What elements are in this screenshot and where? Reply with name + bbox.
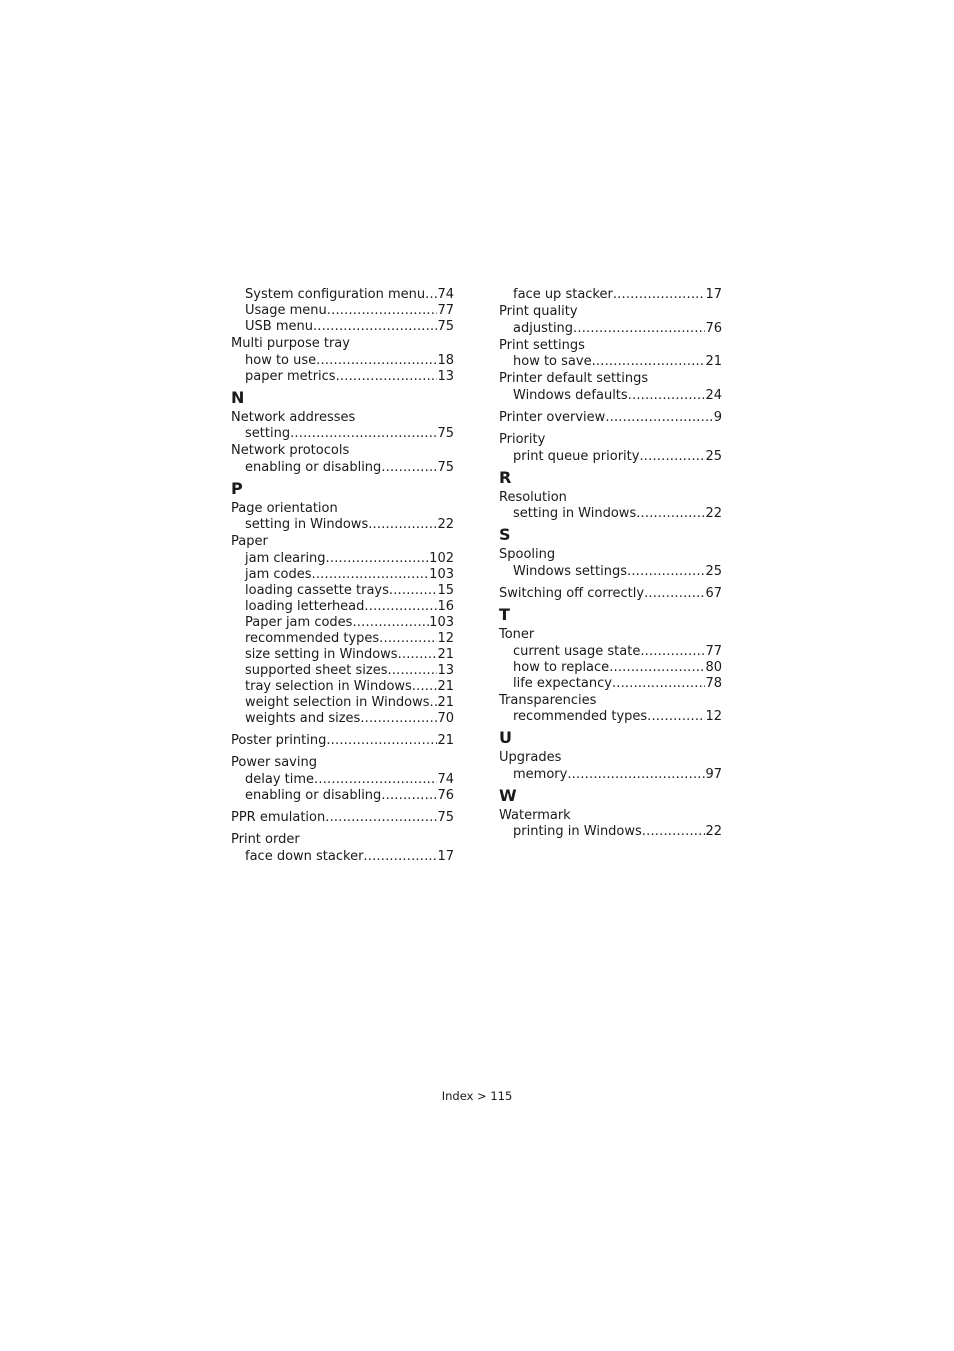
dot-leader [379, 631, 437, 647]
entry-label: print queue priority [513, 448, 640, 464]
dot-leader [316, 353, 437, 369]
index-subentry-jam-codes [231, 567, 454, 583]
index-subentry-jam-clearing [231, 551, 454, 567]
index-subentry-recommended-types [499, 709, 722, 725]
index-subentry-delay-time [231, 772, 454, 788]
entry-label: Paper jam codes [245, 614, 353, 630]
index-subentry-usage-menu [231, 303, 454, 319]
page-number-link[interactable]: 77 [705, 643, 722, 659]
dot-leader [647, 709, 705, 725]
dot-leader [326, 551, 430, 567]
entry-label: jam codes [245, 566, 312, 582]
entry-label: Resolution [499, 489, 567, 505]
page-number-link[interactable]: 17 [437, 848, 454, 864]
page-number-link[interactable]: 13 [437, 368, 454, 384]
page-number-link[interactable]: 102 [429, 550, 454, 566]
page-number-link[interactable]: 25 [705, 563, 722, 579]
page-number-link[interactable]: 16 [437, 598, 454, 614]
entry-label: setting in Windows [245, 517, 369, 532]
index-entry-upgrades [499, 749, 722, 767]
page-footer: Index > 115 [441, 1089, 513, 1103]
index-subentry-windows-defaults [499, 388, 722, 404]
entry-label: PPR emulation [231, 809, 326, 825]
page-number-link[interactable]: 12 [705, 709, 722, 724]
dot-leader [430, 695, 438, 711]
page-number-link[interactable]: 74 [437, 771, 454, 787]
index-subentry-life-expectancy [499, 676, 722, 692]
dot-leader [313, 319, 437, 335]
entry-label: Poster printing [231, 732, 327, 748]
dot-leader [639, 449, 705, 465]
entry-label: Watermark [499, 807, 571, 823]
page-number-link[interactable]: 76 [705, 320, 722, 336]
entry-label: Priority [499, 432, 546, 447]
index-column-left [231, 287, 454, 865]
entry-label: System configuration menu [245, 287, 426, 302]
dot-leader [612, 676, 706, 692]
index-subentry-system-configuration-menu [231, 287, 454, 303]
index-entry-print-quality [499, 303, 722, 321]
dot-leader [642, 824, 706, 840]
page-number-link[interactable]: 12 [437, 630, 454, 646]
dot-leader [381, 788, 437, 804]
page-number-link[interactable]: 22 [437, 517, 454, 532]
entry-label: delay time [245, 771, 315, 787]
page-number-link[interactable]: 18 [437, 352, 454, 368]
entry-label: current usage state [513, 643, 641, 659]
index-subentry-setting [231, 426, 454, 442]
dot-leader [573, 321, 705, 337]
page-number-link[interactable]: 9 [713, 409, 722, 425]
dot-leader [381, 460, 437, 476]
page-number-link[interactable]: 80 [705, 659, 722, 675]
dot-leader [325, 809, 437, 827]
entry-label: enabling or disabling [245, 459, 382, 475]
entry-label: Power saving [231, 755, 317, 770]
entry-label: Print quality [499, 304, 578, 319]
page-number-link[interactable]: 103 [429, 614, 454, 630]
dot-leader [312, 567, 430, 583]
index-letter-heading: T [499, 605, 510, 624]
index-subentry-windows-settings [499, 564, 722, 580]
entry-label: setting in Windows [513, 506, 637, 521]
index-entry-multi-purpose-tray [231, 335, 454, 353]
index-subentry-how-to-replace [499, 660, 722, 676]
page-number-link[interactable]: 74 [437, 287, 454, 302]
entry-label: jam clearing [245, 550, 326, 566]
index-letter-heading: U [499, 728, 512, 747]
page-number-link[interactable]: 21 [437, 694, 454, 710]
page-number-link[interactable]: 15 [437, 582, 454, 598]
index-letter-heading: R [499, 467, 512, 487]
page-number-link[interactable]: 21 [437, 732, 454, 748]
entry-label: loading cassette trays [245, 582, 389, 598]
index-entry-ppr-emulation [231, 809, 454, 827]
dot-leader [412, 679, 438, 695]
index-letter-heading: W [499, 785, 517, 805]
page-number-link[interactable]: 78 [705, 675, 722, 691]
index-entry-paper [231, 533, 454, 551]
entry-label: Print settings [499, 337, 585, 353]
dot-leader [364, 599, 437, 615]
entry-label: memory [513, 766, 568, 782]
entry-label: recommended types [245, 630, 380, 646]
index-subentry-weights-and-sizes [231, 711, 454, 727]
index-entry-resolution [499, 489, 722, 507]
index-entry-watermark [499, 807, 722, 825]
index-entry-print-settings [499, 337, 722, 355]
index-entry-print-order [231, 831, 454, 849]
dot-leader [389, 583, 438, 599]
index-letter-heading: N [231, 387, 245, 407]
entry-label: Network addresses [231, 409, 356, 425]
entry-label: Network protocols [231, 443, 350, 458]
index-column-right [499, 287, 722, 840]
index-entry-page-orientation [231, 500, 454, 518]
page-number-link[interactable]: 25 [705, 448, 722, 464]
entry-label: loading letterhead [245, 598, 365, 614]
entry-label: face up stacker [513, 287, 613, 302]
index-entry-transparencies [499, 692, 722, 710]
index-subentry-enabling-or-disabling [231, 788, 454, 804]
index-subentry-print-queue-priority [499, 449, 722, 465]
dot-leader [567, 767, 705, 783]
index-entry-power-saving [231, 754, 454, 772]
entry-label: Toner [499, 627, 535, 642]
index-entry-poster-printing [231, 732, 454, 750]
page-number-link[interactable]: 75 [437, 319, 454, 334]
dot-leader [368, 517, 437, 533]
index-subentry-supported-sheet-sizes [231, 663, 454, 679]
entry-label: Usage menu [245, 303, 327, 318]
index-letter-heading: P [231, 478, 243, 498]
index-entry-network-addresses [231, 409, 454, 427]
dot-leader [314, 772, 437, 788]
entry-label: Windows defaults [513, 387, 628, 403]
index-subentry-loading-letterhead [231, 599, 454, 615]
entry-label: USB menu [245, 319, 313, 334]
entry-label: face down stacker [245, 848, 364, 864]
entry-label: size setting in Windows [245, 646, 398, 662]
index-subentry-current-usage-state [499, 644, 722, 660]
index-subentry-recommended-types [231, 631, 454, 647]
page-number-link[interactable]: 24 [705, 387, 722, 403]
page-number-link[interactable]: 13 [437, 662, 454, 678]
index-subentry-adjusting [499, 321, 722, 337]
entry-label: Transparencies [499, 692, 597, 708]
page-number-link[interactable]: 21 [705, 354, 722, 369]
page-number-link[interactable]: 77 [437, 303, 454, 318]
index-entry-printer-overview [499, 409, 722, 427]
entry-label: Printer overview [499, 409, 606, 425]
index-subentry-loading-cassette-trays [231, 583, 454, 599]
dot-leader [640, 644, 705, 660]
index-entry-spooling [499, 546, 722, 564]
index-subentry-usb-menu [231, 319, 454, 335]
index-entry-network-protocols [231, 442, 454, 460]
entry-label: Print order [231, 832, 300, 847]
dot-leader [336, 369, 438, 385]
entry-label: printing in Windows [513, 824, 642, 839]
dot-leader [627, 564, 705, 580]
index-entry-toner [499, 626, 722, 644]
entry-label: Upgrades [499, 750, 562, 765]
index-subentry-printing-in-windows [499, 824, 722, 840]
page-number-link[interactable]: 17 [705, 287, 722, 302]
entry-label: Windows settings [513, 563, 628, 579]
page-number-link[interactable]: 75 [437, 809, 454, 825]
index-subentry-setting-in-windows [231, 517, 454, 533]
index-subentry-weight-selection-in-windows [231, 695, 454, 711]
entry-label: Page orientation [231, 500, 338, 516]
entry-label: recommended types [513, 709, 648, 724]
entry-label: how to use [245, 352, 317, 368]
entry-label: weight selection in Windows [245, 694, 430, 710]
dot-leader [644, 585, 705, 603]
entry-label: Switching off correctly [499, 585, 645, 601]
entry-label: supported sheet sizes [245, 662, 388, 678]
dot-leader [360, 711, 437, 727]
index-subentry-face-down-stacker [231, 849, 454, 865]
index-subentry-tray-selection-in-windows [231, 679, 454, 695]
page-number-link[interactable]: 21 [437, 678, 454, 694]
dot-leader [613, 287, 706, 303]
page-number-link[interactable]: 67 [705, 585, 722, 601]
index-subentry-setting-in-windows [499, 506, 722, 522]
entry-label: enabling or disabling [245, 787, 382, 803]
page-number-link[interactable]: 22 [705, 824, 722, 839]
dot-leader [363, 849, 437, 865]
page-number-link[interactable]: 75 [437, 459, 454, 475]
index-subentry-how-to-save [499, 354, 722, 370]
entry-label: how to replace [513, 659, 610, 675]
entry-label: Paper [231, 534, 268, 549]
index-subentry-paper-jam-codes [231, 615, 454, 631]
page-number-link[interactable]: 76 [437, 787, 454, 803]
index-subentry-face-up-stacker [499, 287, 722, 303]
entry-label: weights and sizes [245, 710, 361, 726]
entry-label: Spooling [499, 547, 556, 562]
index-subentry-enabling-or-disabling [231, 460, 454, 476]
dot-leader [388, 663, 438, 679]
index-subentry-size-setting-in-windows [231, 647, 454, 663]
page-number-link[interactable]: 22 [705, 506, 722, 521]
dot-leader [326, 732, 437, 750]
dot-leader [605, 409, 713, 427]
page-number-link[interactable]: 75 [437, 426, 454, 441]
dot-leader [628, 388, 706, 404]
entry-label: life expectancy [513, 675, 612, 691]
page-number-link[interactable]: 21 [437, 646, 454, 662]
dot-leader [352, 615, 429, 631]
entry-label: setting [245, 426, 291, 441]
page-number-link[interactable]: 70 [437, 710, 454, 726]
index-subentry-memory [499, 767, 722, 783]
dot-leader [290, 426, 437, 442]
dot-leader [398, 647, 438, 663]
dot-leader [609, 660, 705, 676]
index-letter-heading: S [499, 525, 511, 544]
page-number-link[interactable]: 103 [429, 566, 454, 582]
index-entry-printer-default-settings [499, 370, 722, 388]
dot-leader [327, 303, 438, 319]
index-entry-switching-off-correctly [499, 585, 722, 603]
index-entry-priority [499, 431, 722, 449]
entry-label: how to save [513, 354, 592, 369]
index-subentry-paper-metrics [231, 369, 454, 385]
page-number-link[interactable]: 97 [705, 766, 722, 782]
entry-label: Printer default settings [499, 371, 649, 386]
entry-label: Multi purpose tray [231, 336, 350, 351]
dot-leader [592, 354, 706, 370]
dot-leader [425, 287, 437, 303]
dot-leader [636, 506, 705, 522]
entry-label: adjusting [513, 320, 574, 336]
entry-label: tray selection in Windows [245, 678, 412, 694]
index-subentry-how-to-use [231, 353, 454, 369]
entry-label: paper metrics [245, 368, 336, 384]
